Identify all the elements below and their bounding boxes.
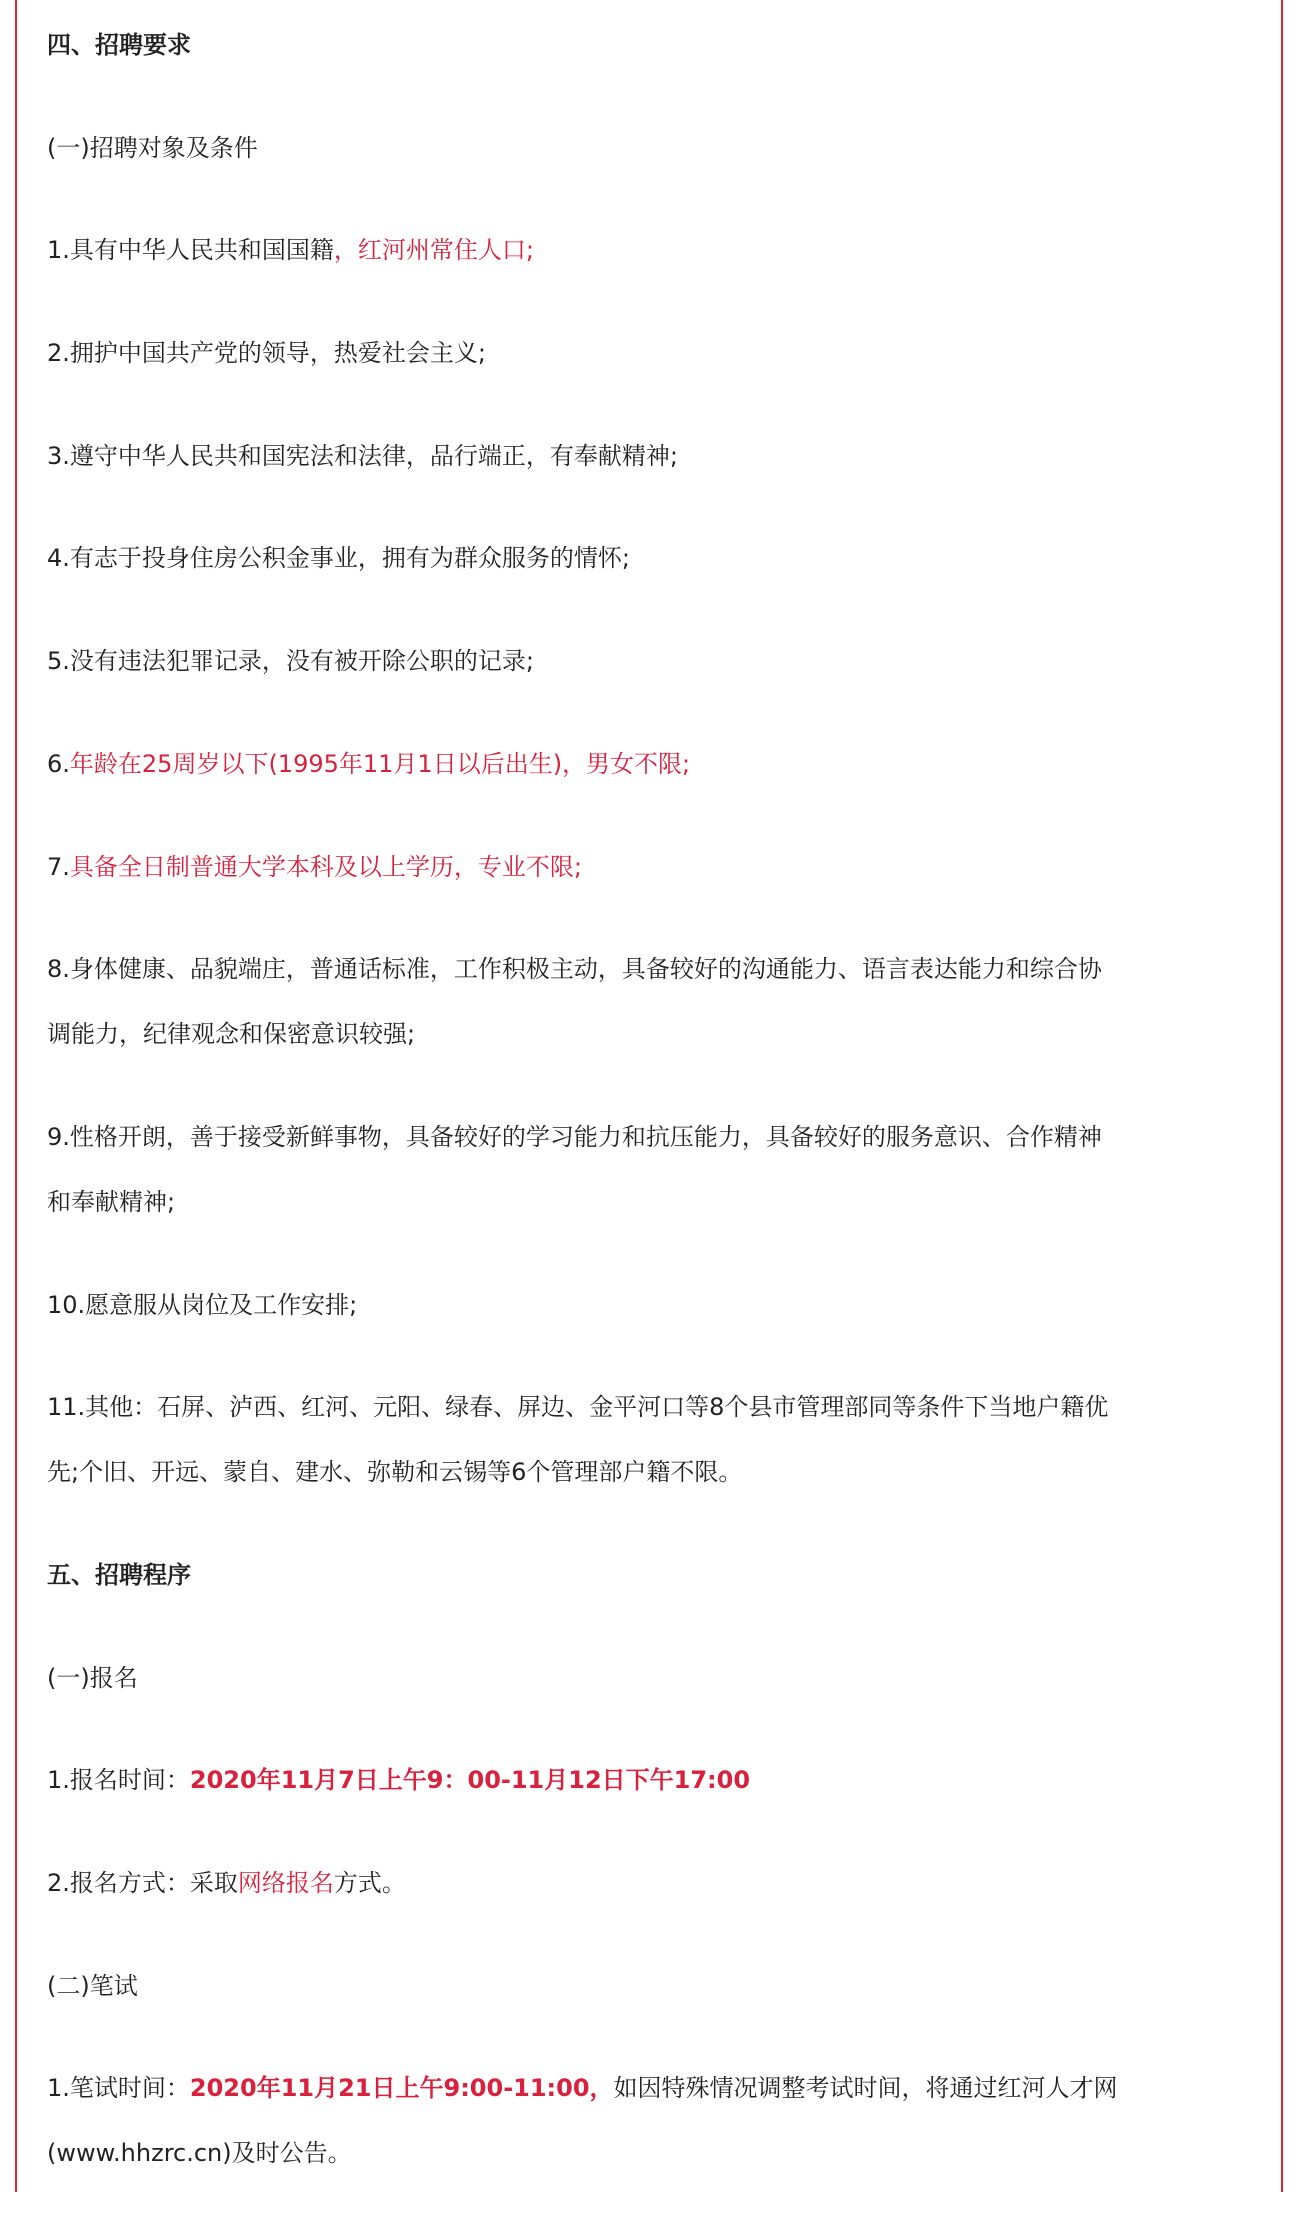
subheading-candidates-conditions: (一)招聘对象及条件 [47,133,258,162]
exam-time-value: 2020年11月21日上午9:00-11:00， [189,2074,614,2103]
item-number: 7. [47,852,70,881]
highlight-text: 具备全日制普通大学本科及以上学历，专业不限; [69,852,582,881]
text-line: (www.hhzrc.cn)及时公告。 [47,2139,352,2168]
text-line: 调能力，纪律观念和保密意识较强; [47,1020,416,1049]
requirement-text: 1.具有中华人民共和国国籍 [47,236,334,265]
registration-method-prefix: 2.报名方式：采取 [47,1869,238,1897]
item-number: 6. [47,749,70,778]
requirement-item-8 [47,937,1267,1067]
text-line: 和奉献精神; [47,1187,176,1216]
registration-time-label: 1.报名时间： [47,1766,190,1795]
highlight-text: 年龄在25周岁以下(1995年11月1日以后出生)，男女不限; [69,749,691,778]
text-line: 11.其他：石屏、泸西、红河、元阳、绿春、屏边、金平河口等8个县市管理部同等条件下当地户籍优 [47,1393,1109,1422]
subheading-written-exam: (二)笔试 [47,1971,138,2000]
requirement-item-3: 3.遵守中华人民共和国宪法和法律，品行端正，有奉献精神; [47,441,678,470]
requirement-item-2: 2.拥护中国共产党的领导，热爱社会主义; [47,339,486,368]
highlight-text: ，红河州常住人口; [333,236,534,265]
text-line: 9.性格开朗，善于接受新鲜事物，具备较好的学习能力和抗压能力，具备较好的服务意识、合作精神 [47,1122,1102,1151]
online-registration-highlight: 网络报名 [237,1869,334,1897]
section-heading-requirements: 四、招聘要求 [47,31,191,59]
requirement-item-4: 4.有志于投身住房公积金事业，拥有为群众服务的情怀; [47,544,630,573]
exam-time-note: 如因特殊情况调整考试时间，将通过红河人才网 [613,2074,1118,2103]
requirement-item-10: 10.愿意服从岗位及工作安排; [47,1290,358,1319]
registration-method-suffix: 方式。 [333,1869,406,1897]
registration-time [47,1748,1267,1813]
requirement-item-6 [47,732,1267,797]
requirement-item-11 [47,1375,1267,1505]
exam-time-label: 1.笔试时间： [47,2074,190,2103]
text-line: 先;个旧、开远、蒙自、建水、弥勒和云锡等6个管理部户籍不限。 [47,1458,743,1487]
requirement-item-7 [47,835,1267,900]
requirement-item-5: 5.没有违法犯罪记录，没有被开除公职的记录; [47,647,534,676]
requirement-item-9 [47,1105,1267,1235]
text-line: 8.身体健康、品貌端庄，普通话标准，工作积极主动，具备较好的沟通能力、语言表达能力和综合协 [47,955,1102,984]
registration-method [47,1851,1267,1916]
requirement-item-1 [47,218,1267,283]
written-exam-time [47,2056,1267,2186]
subheading-registration: (一)报名 [47,1663,138,1692]
text-line [47,2056,1267,2121]
registration-time-value: 2020年11月7日上午9：00-11月12日下午17:00 [189,1766,751,1795]
document-body [47,13,1267,2224]
section-heading-procedure: 五、招聘程序 [47,1560,191,1589]
